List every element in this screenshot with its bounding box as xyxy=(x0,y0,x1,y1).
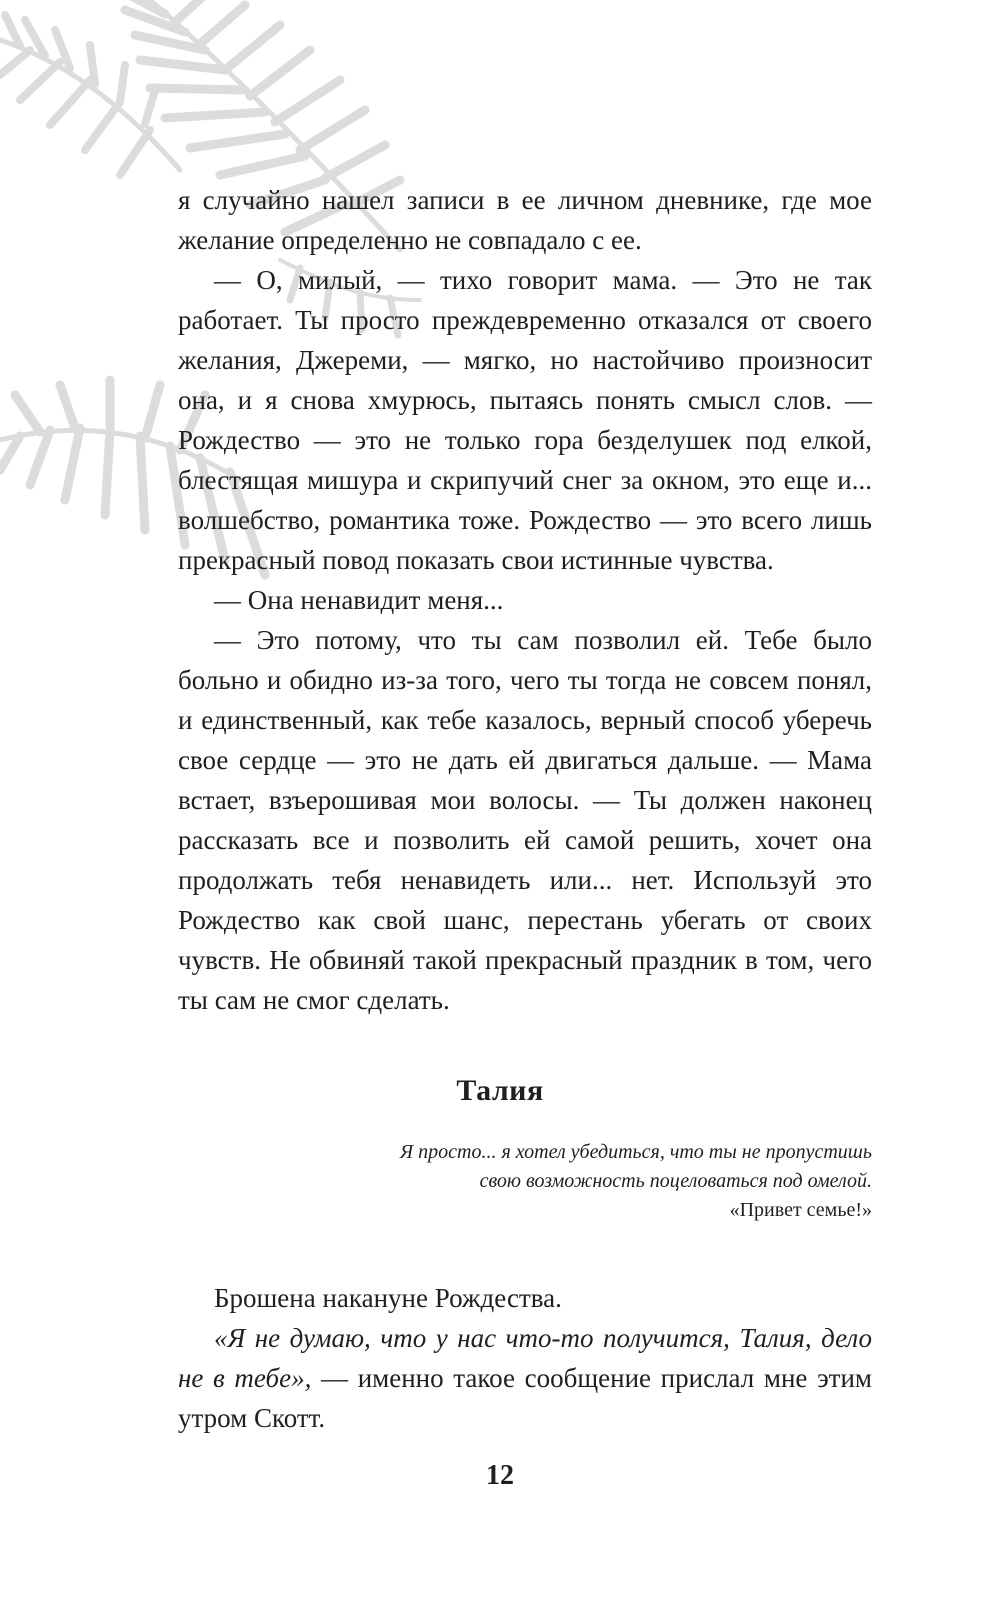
chapter-title: Талия xyxy=(456,1074,544,1107)
paragraph-dialogue: — О, милый, — тихо говорит мама. — Это не так работает. Ты просто преждевременно отказался от своего желания, Джереми, — мягко, но настойчиво произносит она, и я снова хмурюсь, пытаясь понять смысл слов. — Рождество — это не только гора безделушек под елкой, блестящая мишура и скрипучий снег за окном, это еще и... волшебство, романтика тоже. Рождество — это всего лишь прекрасный повод показать свои истинные чувства. xyxy=(178,265,872,575)
epigraph-line: Я просто... я хотел убедиться, что ты не пропустишь xyxy=(399,1141,872,1163)
paragraph-continuation: я случайно нашел записи в ее личном дневнике, где мое желание определенно не совпадало с ее. xyxy=(178,185,872,255)
epigraph-line: свою возможность поцеловаться под омелой. xyxy=(479,1170,872,1192)
epigraph xyxy=(252,1138,872,1225)
paragraph-dialogue: — Она ненавидит меня... xyxy=(214,585,504,615)
quoted-message: «Я не думаю, что у нас что-то получится, Талия, дело не в тебе», xyxy=(178,1323,872,1393)
epigraph-source: «Привет семье!» xyxy=(729,1199,872,1221)
page-number: 12 xyxy=(486,1460,514,1491)
paragraph-dialogue: — Это потому, что ты сам позволил ей. Тебе было больно и обидно из-за того, чего ты тогда не совсем понял, и единственный, как тебе казалось, верный способ уберечь свое сердце — это не дать ей двигаться дальше. — Мама встает, взъерошивая мои волосы. — Ты должен наконец рассказать все и позволить ей самой решить, хочет она продолжать тебя ненавидеть или... нет. Используй это Рождество как свой шанс, перестань убегать от своих чувств. Не обвиняй такой прекрасный праздник в том, чего ты сам не смог сделать. xyxy=(178,625,872,1015)
chapter-body xyxy=(178,1278,872,1438)
body-text xyxy=(178,180,872,1020)
chapter-paragraph xyxy=(178,1318,872,1438)
chapter-paragraph: Брошена накануне Рождества. xyxy=(214,1283,562,1313)
paragraph-text: — именно такое сообщение прислал мне этим утром Скотт. xyxy=(178,1363,872,1433)
